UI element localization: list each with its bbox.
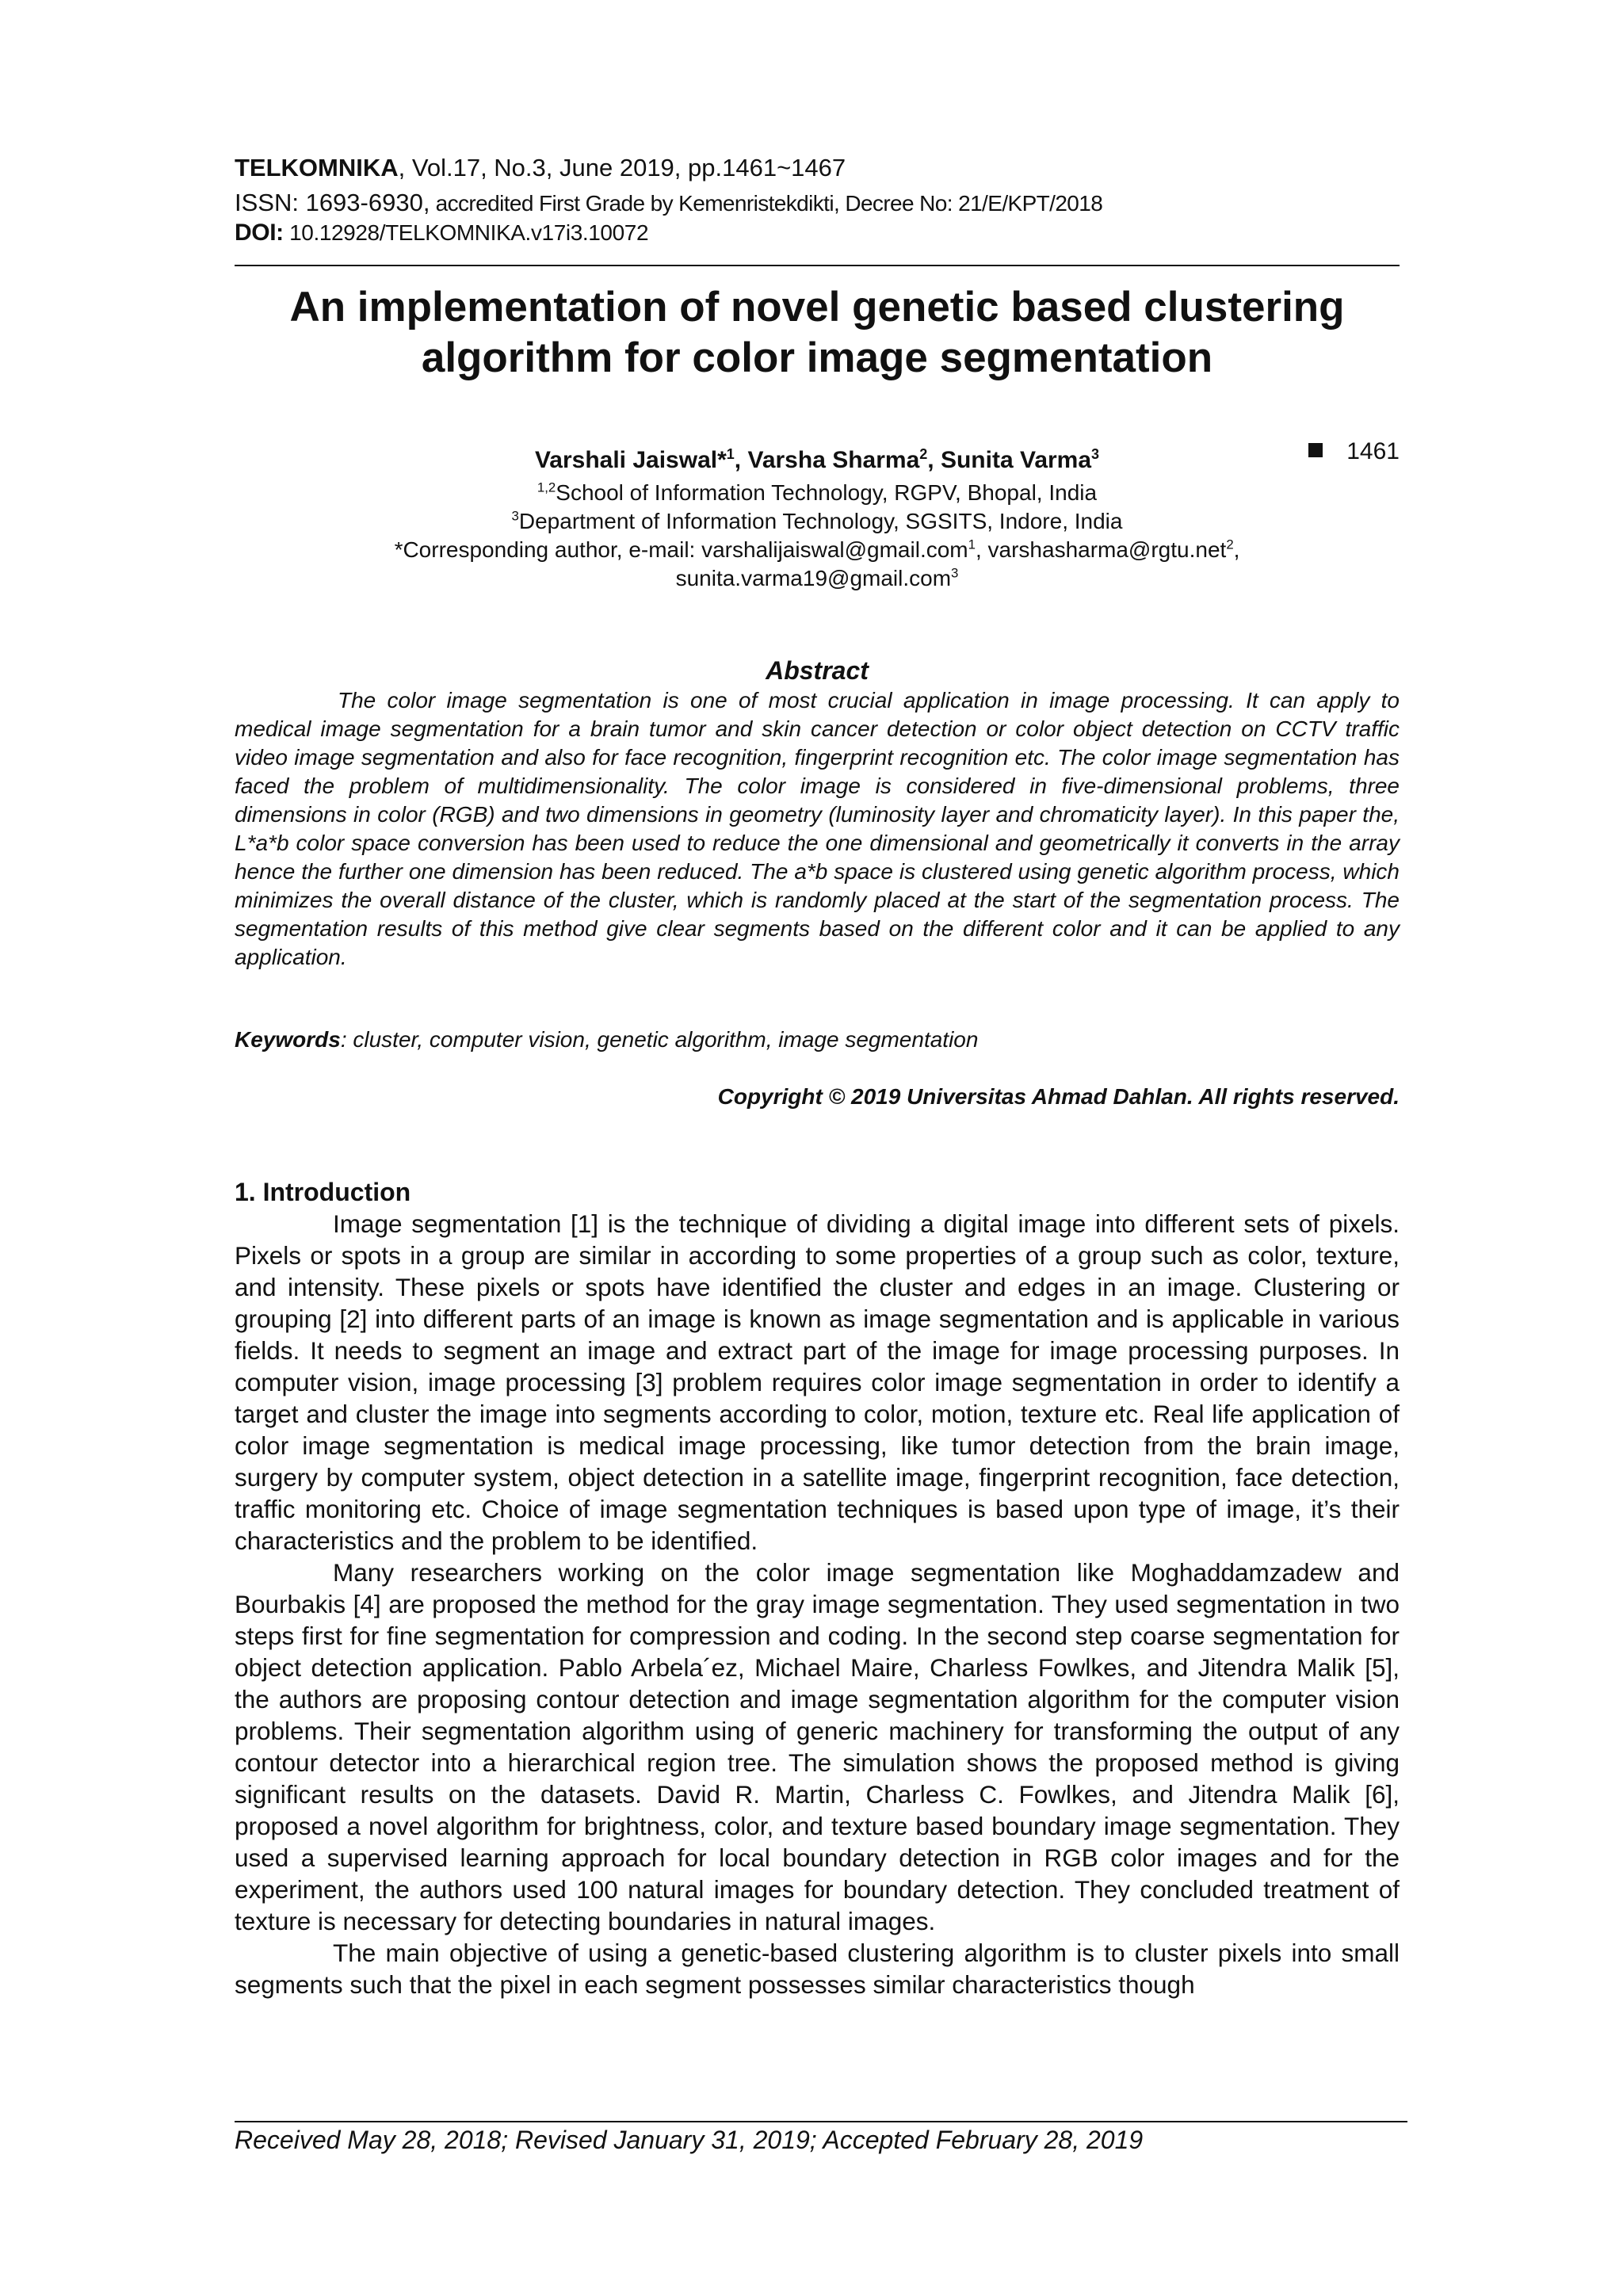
page-number: 1461: [1346, 438, 1400, 464]
affiliation-1: [235, 479, 1400, 507]
corresponding-author: [235, 536, 1400, 564]
author-2-sup: 2: [919, 446, 928, 462]
author-list: [235, 445, 1400, 476]
running-header-journal: [235, 152, 1400, 184]
affiliation-1-text: School of Information Technology, RGPV, Bhopal, India: [556, 480, 1098, 505]
keywords-text: : cluster, computer vision, genetic algorithm, image segmentation: [340, 1027, 979, 1052]
affiliation-2-sup: 3: [511, 508, 519, 524]
accreditation: accredited First Grade by Kemenristekdikti, Decree No: 21/E/KPT/2018: [430, 191, 1103, 216]
intro-paragraph-2: Many researchers working on the color image segmentation like Moghaddamzadew and Bourbakis [4] are proposed the method for the gray image segmentation. They used segmentation in two steps first for fine segmentation for compression and coding. In the second step coarse segmentation for object detection application. Pablo Arbela´ez, Michael Maire, Charless Fowlkes, and Jitendra Malik [5], the authors are proposing contour detection and image segmentation algorithm for the computer vision problems. Their segmentation algorithm using of generic machinery for transforming the output of any contour detector into a hierarchical region tree. The simulation shows the proposed method is giving significant results on the datasets. David R. Martin, Charless C. Fowlkes, and Jitendra Malik [6], proposed a novel algorithm for brightness, color, and texture based boundary image segmentation. They used a supervised learning approach for local boundary detection in RGB color images and for the experiment, the authors used 100 natural images for boundary detection. They concluded treatment of texture is necessary for detecting boundaries in natural images.: [235, 1558, 1400, 1935]
author-1-sup: 1: [726, 446, 735, 462]
author-2: Varsha Sharma: [747, 447, 920, 473]
author-1: Varshali Jaiswal*: [534, 447, 727, 473]
journal-name: TELKOMNIKA: [235, 154, 399, 181]
introduction-body: [235, 1208, 1400, 2000]
author-3: Sunita Varma: [940, 447, 1092, 473]
title-line-1: An implementation of novel genetic based clustering: [289, 284, 1345, 330]
copyright: Copyright © 2019 Universitas Ahmad Dahlan. All rights reserved.: [717, 1084, 1400, 1109]
section-heading-introduction: 1. Introduction: [235, 1178, 411, 1206]
corr-prefix: *Corresponding author, e-mail: varshalijaiswal@gmail.com: [394, 537, 968, 562]
footer-rule: [235, 2121, 1407, 2122]
doi-label: DOI:: [235, 220, 284, 246]
running-header-issn: [235, 187, 1400, 220]
affiliation-1-sup: 1,2: [537, 479, 556, 495]
corr-mid: , varshasharma@rgtu.net: [975, 537, 1227, 562]
corr-end: ,: [1233, 537, 1240, 562]
title-line-2: algorithm for color image segmentation: [421, 334, 1213, 381]
header-rule: [235, 265, 1400, 266]
author-sep-1: ,: [734, 447, 748, 473]
email-3: [235, 564, 1400, 593]
keywords-label: Keywords: [235, 1027, 341, 1052]
volume-info: , Vol.17, No.3, June 2019, pp.1461~1467: [398, 154, 846, 181]
intro-paragraph-3: The main objective of using a genetic-based clustering algorithm is to cluster pixels into small segments such that the pixel in each segment possesses similar characteristics though: [235, 1939, 1400, 1999]
keywords: [235, 1026, 1400, 1054]
author-3-sup: 3: [1091, 446, 1100, 462]
affiliation-2: [235, 507, 1400, 536]
affiliation-2-text: Department of Information Technology, SGSITS, Indore, India: [518, 509, 1123, 533]
doi: 10.12928/TELKOMNIKA.v17i3.10072: [283, 220, 649, 245]
corr-sup-2: 2: [1226, 537, 1234, 552]
paper-title: [235, 282, 1400, 384]
corr-sup-1: 1: [968, 537, 976, 552]
issn: ISSN: 1693-6930,: [235, 189, 430, 216]
email-3-text: sunita.varma19@gmail.com: [675, 566, 952, 590]
abstract-heading: Abstract: [766, 656, 869, 685]
intro-paragraph-1: Image segmentation [1] is the technique of dividing a digital image into different sets of pixels. Pixels or spots in a group are similar in according to some properties of a group such as color, texture, and intensity. These pixels or spots have identified the cluster and edges in an image. Clustering or grouping [2] into different parts of an image is known as image segmentation and is applicable in various fields. It needs to segment an image and extract part of the image for image processing purposes. In computer vision, image processing [3] problem requires color image segmentation in order to identify a target and cluster the image into segments according to color, motion, texture etc. Real life application of color image segmentation is medical image processing, like tumor detection from the brain image, surgery by computer system, object detection in a satellite image, fingerprint recognition, face detection, traffic monitoring etc. Choice of image segmentation techniques is based upon type of image, it’s their characteristics and the problem to be identified.: [235, 1209, 1400, 1555]
email-3-sup: 3: [951, 565, 959, 581]
author-sep-2: ,: [927, 447, 941, 473]
received-dates: Received May 28, 2018; Revised January 31, 2019; Accepted February 28, 2019: [235, 2126, 1144, 2154]
abstract-text: The color image segmentation is one of most crucial application in image processing. It can apply to medical image segmentation for a brain tumor and skin cancer detection or color object detection on CCTV traffic video image segmentation and also for face recognition, fingerprint recognition etc. The color image segmentation has faced the problem of multidimensionality. The color image is considered in five-dimensional problems, three dimensions in color (RGB) and two dimensions in geometry (luminosity layer and chromaticity layer). In this paper the, L*a*b color space conversion has been used to reduce the one dimensional and geometrically it converts in the array hence the further one dimension has been reduced. The a*b space is clustered using genetic algorithm process, which minimizes the overall distance of the cluster, which is randomly placed at the start of the segmentation process. The segmentation results of this method give clear segments based on the different color and it can be applied to any application.: [235, 688, 1400, 969]
